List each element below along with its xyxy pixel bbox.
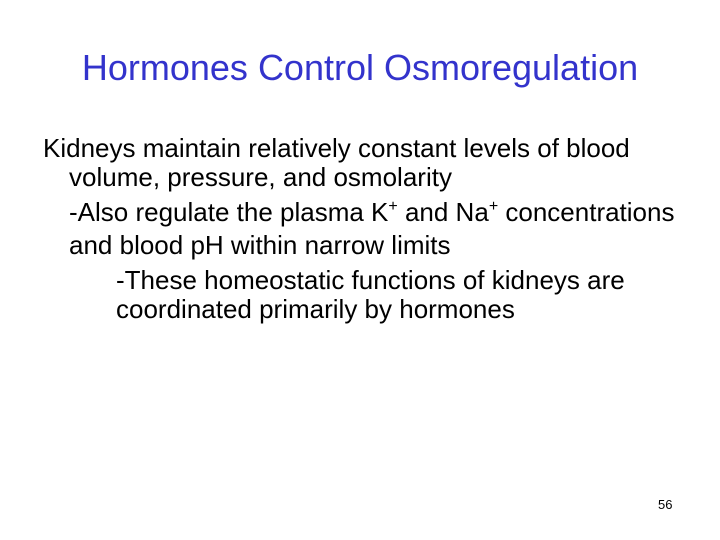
bullet-sub (43, 198, 703, 260)
bullet-sub-post: concentrations and blood pH within narrow limits (69, 197, 675, 260)
bullet-subsub: -These homeostatic functions of kidneys are coordinated primarily by hormones (116, 265, 625, 324)
page-number: 56 (658, 497, 673, 512)
bullet-sub-pre: -Also regulate the plasma K (69, 197, 389, 227)
bullet-sub-mid: and Na (397, 197, 489, 227)
slide-body (43, 134, 703, 324)
potassium-charge: + (388, 198, 398, 215)
slide-title: Hormones Control Osmoregulation (81, 47, 639, 88)
bullet-main: Kidneys maintain relatively constant levels of blood volume, pressure, and osmolarity (43, 133, 630, 192)
sodium-charge: + (488, 198, 499, 215)
